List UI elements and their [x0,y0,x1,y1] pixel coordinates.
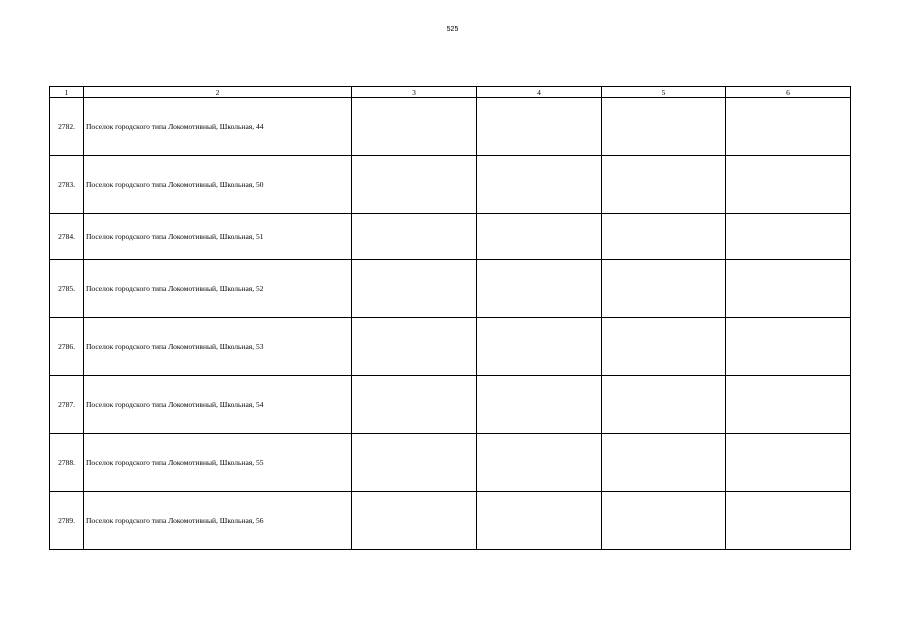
row-address: Поселок городского типа Локомотивный, Школьная, 54 [84,376,352,434]
row-address: Поселок городского типа Локомотивный, Школьная, 50 [84,156,352,214]
row-cell-6 [726,492,851,550]
row-cell-4 [477,376,602,434]
row-address: Поселок городского типа Локомотивный, Школьная, 55 [84,434,352,492]
row-cell-5 [602,318,726,376]
row-number: 2789. [50,492,84,550]
row-cell-3 [352,260,477,318]
table-row [50,434,851,492]
column-header-2: 2 [84,87,352,98]
row-cell-5 [602,98,726,156]
table-row [50,214,851,260]
row-cell-3 [352,434,477,492]
row-address: Поселок городского типа Локомотивный, Школьная, 53 [84,318,352,376]
column-header-3: 3 [352,87,477,98]
row-number: 2783. [50,156,84,214]
column-header-5: 5 [602,87,726,98]
table-row [50,156,851,214]
row-address: Поселок городского типа Локомотивный, Школьная, 51 [84,214,352,260]
row-cell-3 [352,214,477,260]
row-cell-5 [602,260,726,318]
row-cell-6 [726,260,851,318]
row-cell-3 [352,156,477,214]
row-cell-6 [726,156,851,214]
row-number: 2785. [50,260,84,318]
row-cell-6 [726,318,851,376]
row-cell-4 [477,318,602,376]
row-cell-3 [352,492,477,550]
column-header-6: 6 [726,87,851,98]
table-row [50,318,851,376]
row-cell-4 [477,214,602,260]
row-number: 2784. [50,214,84,260]
row-cell-3 [352,318,477,376]
row-cell-4 [477,260,602,318]
row-number: 2786. [50,318,84,376]
row-cell-4 [477,156,602,214]
table-row [50,376,851,434]
row-cell-5 [602,492,726,550]
row-cell-3 [352,98,477,156]
row-cell-6 [726,376,851,434]
page-number: 525 [446,26,459,33]
column-header-1: 1 [50,87,84,98]
row-cell-4 [477,98,602,156]
row-address: Поселок городского типа Локомотивный, Школьная, 52 [84,260,352,318]
row-address: Поселок городского типа Локомотивный, Школьная, 56 [84,492,352,550]
row-cell-6 [726,98,851,156]
row-cell-5 [602,156,726,214]
table-row [50,260,851,318]
row-cell-5 [602,434,726,492]
row-cell-4 [477,434,602,492]
row-cell-6 [726,214,851,260]
row-cell-5 [602,376,726,434]
header-row [50,87,851,98]
table-row [50,492,851,550]
row-address: Поселок городского типа Локомотивный, Школьная, 44 [84,98,352,156]
column-header-4: 4 [477,87,602,98]
row-cell-5 [602,214,726,260]
row-number: 2787. [50,376,84,434]
registry-table [49,86,851,550]
table-row [50,98,851,156]
row-cell-4 [477,492,602,550]
row-cell-6 [726,434,851,492]
row-number: 2788. [50,434,84,492]
row-cell-3 [352,376,477,434]
row-number: 2782. [50,98,84,156]
